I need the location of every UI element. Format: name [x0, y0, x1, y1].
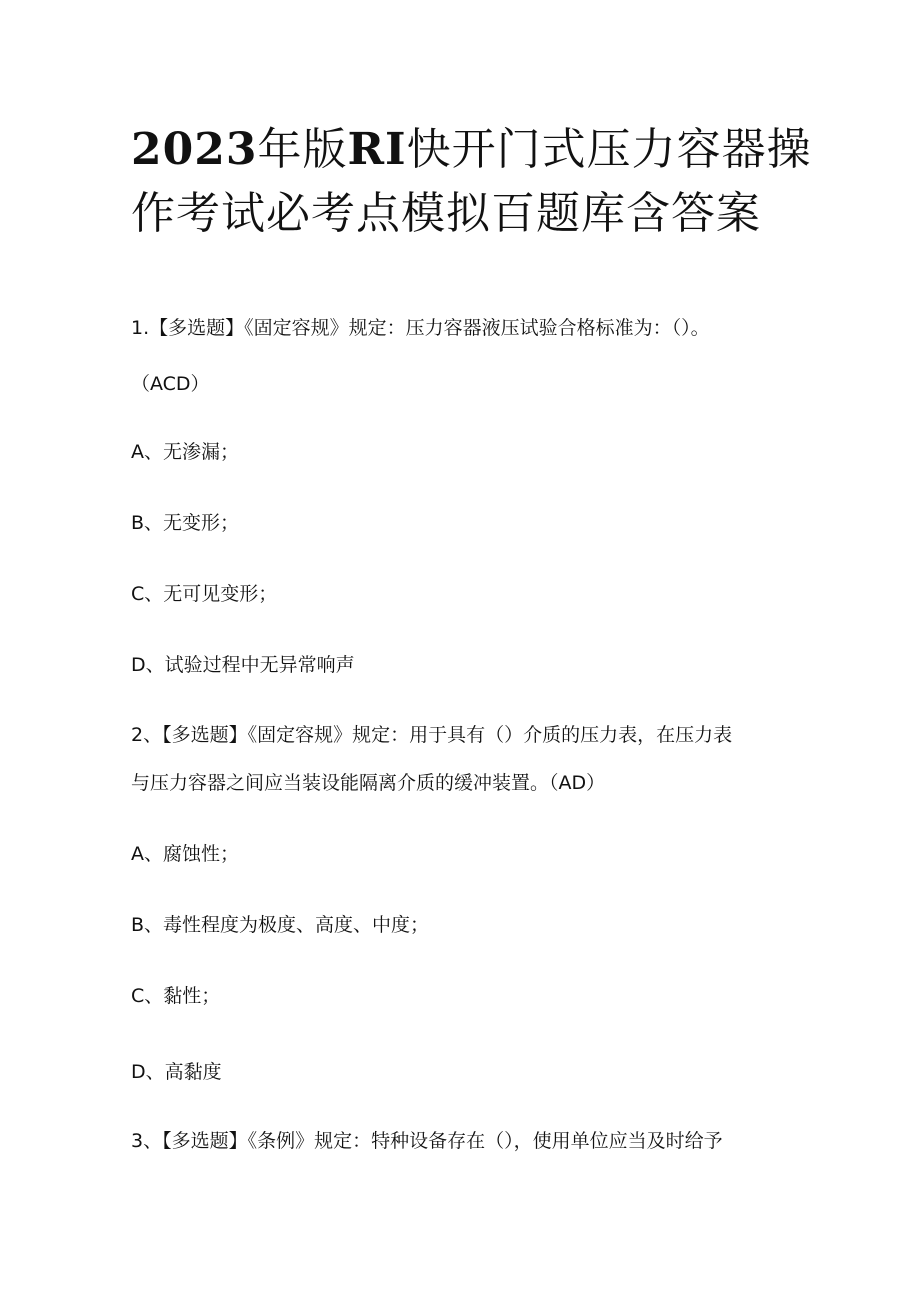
- question-2-stem-line-1: 2、【多选题】《固定容规》规定：用于具有（）介质的压力表，在压力表: [131, 724, 733, 746]
- title-edition: 年版: [257, 124, 348, 175]
- question-1-option-b: B、无变形；: [131, 512, 240, 534]
- title-year: 2023: [131, 124, 258, 175]
- question-2-option-a: A、腐蚀性；: [131, 843, 239, 865]
- question-1-stem-line-1: 1.【多选题】《固定容规》规定：压力容器液压试验合格标准为：（）。: [131, 317, 710, 339]
- question-2-option-d: D、高黏度: [131, 1061, 222, 1083]
- question-1-option-c: C、无可见变形；: [131, 583, 278, 605]
- document-title: [131, 118, 812, 246]
- question-1-stem-line-2: （ACD）: [131, 373, 210, 395]
- title-line-1: [131, 118, 812, 182]
- question-2-stem-line-2: 与压力容器之间应当装设能隔离介质的缓冲装置。（AD）: [131, 772, 606, 794]
- title-line-2: 作考试必考点模拟百题库含答案: [131, 188, 761, 239]
- question-2-option-b: B、毒性程度为极度、高度、中度；: [131, 914, 430, 936]
- title-rest: 快开门式压力容器操: [406, 124, 812, 175]
- question-3-stem-line-1: 3、【多选题】《条例》规定：特种设备存在（），使用单位应当及时给予: [131, 1130, 723, 1152]
- question-2-option-c: C、黏性；: [131, 985, 221, 1007]
- question-1-option-d: D、试验过程中无异常响声: [131, 654, 355, 676]
- question-1-option-a: A、无渗漏；: [131, 441, 239, 463]
- title-code: RI: [347, 124, 407, 175]
